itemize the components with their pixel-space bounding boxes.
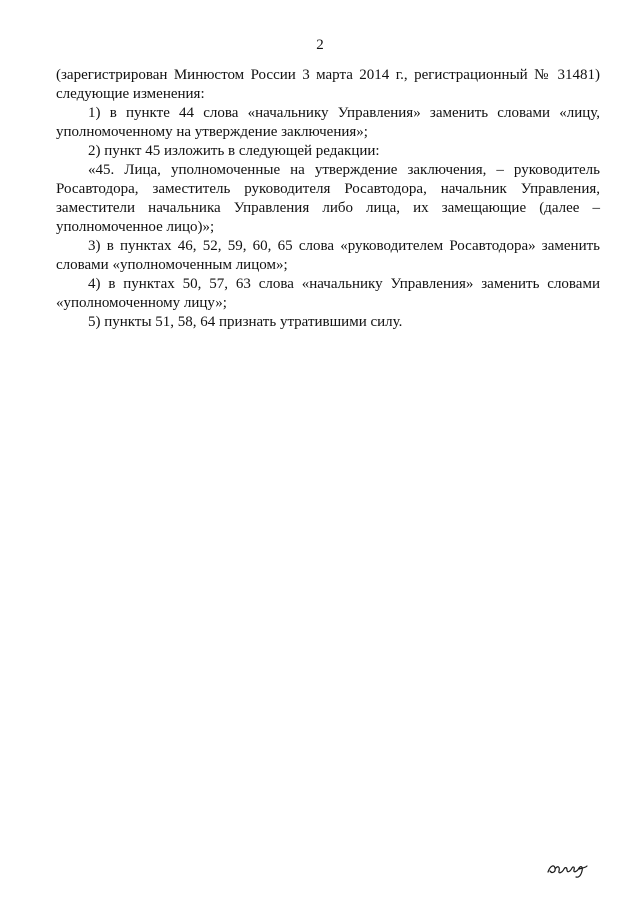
paragraph-item-3	[56, 237, 600, 275]
paragraph-item-5-line-1: 5) пункты 51, 58, 64 признать утратившими силу.	[88, 314, 403, 330]
paragraph-item-4-line-2: «уполномоченному лицу»;	[56, 295, 227, 311]
paragraph-intro	[56, 66, 600, 104]
paragraph-item-1-line-1: 1) в пункте 44 слова «начальнику Управления» заменить словами «лицу,	[88, 105, 600, 121]
paragraph-item-2-line-1: 2) пункт 45 изложить в следующей редакции:	[88, 143, 380, 159]
paragraph-item-5	[56, 313, 600, 332]
paragraph-quote-45-line-1: «45. Лица, уполномоченные на утверждение заключения, – руководитель	[88, 162, 600, 178]
paragraph-item-2	[56, 142, 600, 161]
paragraph-intro-line-1: (зарегистрирован Минюстом России 3 марта 2014 г., регистрационный № 31481)	[56, 67, 600, 83]
paragraph-intro-line-2: следующие изменения:	[56, 86, 205, 102]
paragraph-quote-45-line-3: заместители начальника Управления либо лица, их замещающие (далее –	[56, 200, 600, 216]
page-number: 2	[316, 37, 324, 53]
paragraph-item-1-line-2: уполномоченному на утверждение заключения»;	[56, 124, 368, 140]
paragraph-quote-45-line-2: Росавтодора, заместитель руководителя Росавтодора, начальник Управления,	[56, 181, 600, 197]
document-body	[56, 66, 600, 332]
paragraph-item-4	[56, 275, 600, 313]
paragraph-quote-45	[56, 161, 600, 237]
handwritten-initials-signature	[546, 858, 590, 880]
paragraph-quote-45-line-4: уполномоченное лицо)»;	[56, 219, 215, 235]
paragraph-item-4-line-1: 4) в пунктах 50, 57, 63 слова «начальнику Управления» заменить словами	[88, 276, 600, 292]
paragraph-item-3-line-1: 3) в пунктах 46, 52, 59, 60, 65 слова «руководителем Росавтодора» заменить	[88, 238, 600, 254]
paragraph-item-1	[56, 104, 600, 142]
paragraph-item-3-line-2: словами «уполномоченным лицом»;	[56, 257, 288, 273]
